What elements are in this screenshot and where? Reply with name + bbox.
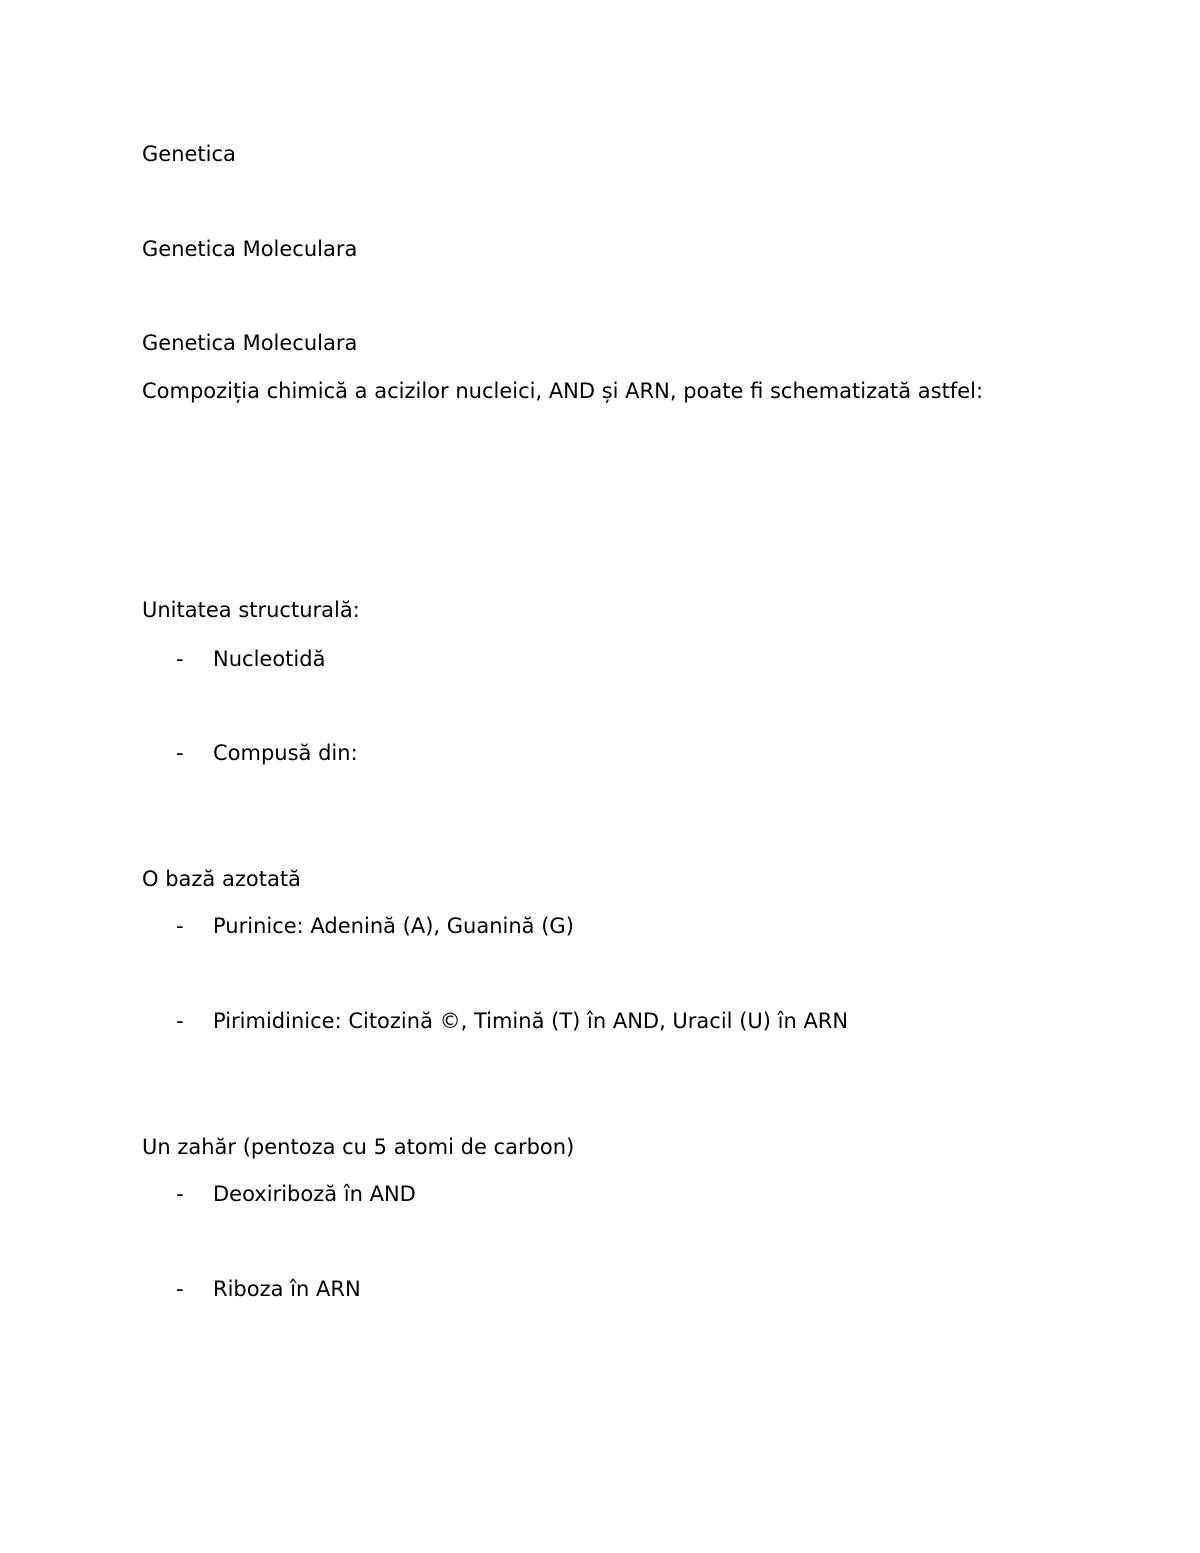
heading-structural-unit: Unitatea structurală: bbox=[142, 598, 360, 622]
intro-paragraph: Compoziția chimică a acizilor nucleici, AND și ARN, poate fi schematizată astfel: bbox=[142, 379, 984, 403]
heading-sugar: Un zahăr (pentoza cu 5 atomi de carbon) bbox=[142, 1135, 575, 1159]
list-item-text: Deoxiriboză în AND bbox=[213, 1182, 416, 1206]
bullet-dash: - bbox=[176, 1182, 184, 1206]
bullet-dash: - bbox=[176, 914, 184, 938]
heading-nitrogen-base: O bază azotată bbox=[142, 867, 301, 891]
list-item-text: Nucleotidă bbox=[213, 647, 326, 671]
bullet-dash: - bbox=[176, 1277, 184, 1301]
bullet-dash: - bbox=[176, 647, 184, 671]
bullet-dash: - bbox=[176, 741, 184, 765]
section-title-molecular-repeat: Genetica Moleculara bbox=[142, 331, 358, 355]
list-item-text: Compusă din: bbox=[213, 741, 358, 765]
section-title-molecular: Genetica Moleculara bbox=[142, 237, 358, 261]
bullet-dash: - bbox=[176, 1009, 184, 1033]
document-title: Genetica bbox=[142, 142, 236, 166]
list-item-text: Pirimidinice: Citozină ©, Timină (T) în AND, Uracil (U) în ARN bbox=[213, 1009, 849, 1033]
list-item-text: Riboza în ARN bbox=[213, 1277, 361, 1301]
list-item-text: Purinice: Adenină (A), Guanină (G) bbox=[213, 914, 574, 938]
